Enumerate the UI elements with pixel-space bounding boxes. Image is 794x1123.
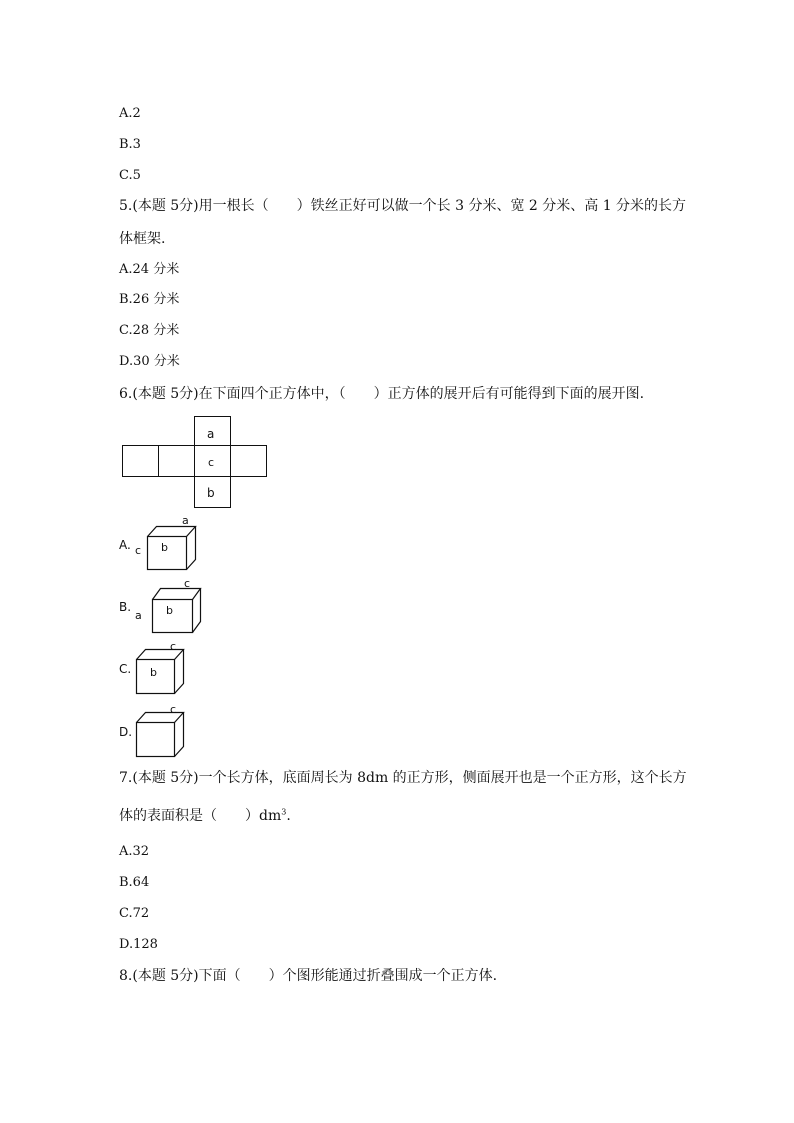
option-d: D.128	[119, 937, 158, 952]
cube-option-d	[132, 701, 192, 763]
cube-c-top-label: c	[170, 640, 177, 653]
net-square-row-4	[231, 446, 267, 477]
option-a: A.32	[119, 844, 150, 859]
net-square-row-1	[123, 446, 159, 477]
option-a: A.24 分米	[119, 262, 180, 277]
cube-option-a	[132, 512, 202, 574]
option-d: D.30 分米	[119, 354, 180, 369]
question-7-text-end: .	[286, 808, 291, 824]
unit-exponent: 3	[281, 807, 287, 817]
question-7-text-cont	[119, 808, 291, 824]
cube-a-top-label: a	[182, 514, 189, 527]
option-a: A.2	[119, 106, 141, 121]
option-a-letter: A.	[119, 538, 131, 552]
option-b: B.64	[119, 875, 150, 890]
cube-c-front-label: b	[150, 666, 157, 679]
cube-b-front-label: b	[166, 604, 173, 617]
option-c: C.72	[119, 906, 150, 921]
net-label-bottom: b	[207, 486, 215, 500]
cube-option-c	[132, 638, 192, 700]
cube-net-figure	[120, 413, 270, 511]
option-c-letter: C.	[119, 662, 132, 676]
cube-b-side-label: a	[135, 609, 142, 622]
option-b: B.3	[119, 137, 141, 152]
option-b-letter: B.	[119, 600, 132, 614]
question-6-text: 6.(本题 5分)在下面四个正方体中，（ ）正方体的展开后有可能得到下面的展开图.	[119, 386, 645, 402]
question-7-text-main: 体的表面积是（ ）dm	[119, 808, 282, 824]
option-c: C.28 分米	[119, 323, 180, 338]
net-square-row-2	[159, 446, 195, 477]
question-5-text-cont: 体框架.	[119, 231, 166, 247]
cube-b-top-label: c	[184, 577, 191, 590]
question-7-text: 7.(本题 5分)一个长方体，底面周长为 8dm 的正方形，侧面展开也是一个正方形，这个长方	[119, 770, 687, 786]
question-8-text: 8.(本题 5分)下面（ ）个图形能通过折叠围成一个正方体.	[119, 968, 498, 984]
cube-option-b	[134, 575, 206, 637]
option-c: C.5	[119, 168, 141, 183]
net-label-top: a	[207, 427, 215, 441]
option-b: B.26 分米	[119, 292, 180, 307]
cube-d-top-label: c	[170, 703, 177, 716]
option-d-letter: D.	[119, 725, 133, 739]
cube-a-side-label: c	[135, 544, 142, 557]
question-5-text: 5.(本题 5分)用一根长（ ）铁丝正好可以做一个长 3 分米、宽 2 分米、高 1 分米的长方	[119, 198, 687, 214]
net-label-center: c	[208, 456, 215, 469]
cube-a-front-label: b	[161, 541, 168, 554]
